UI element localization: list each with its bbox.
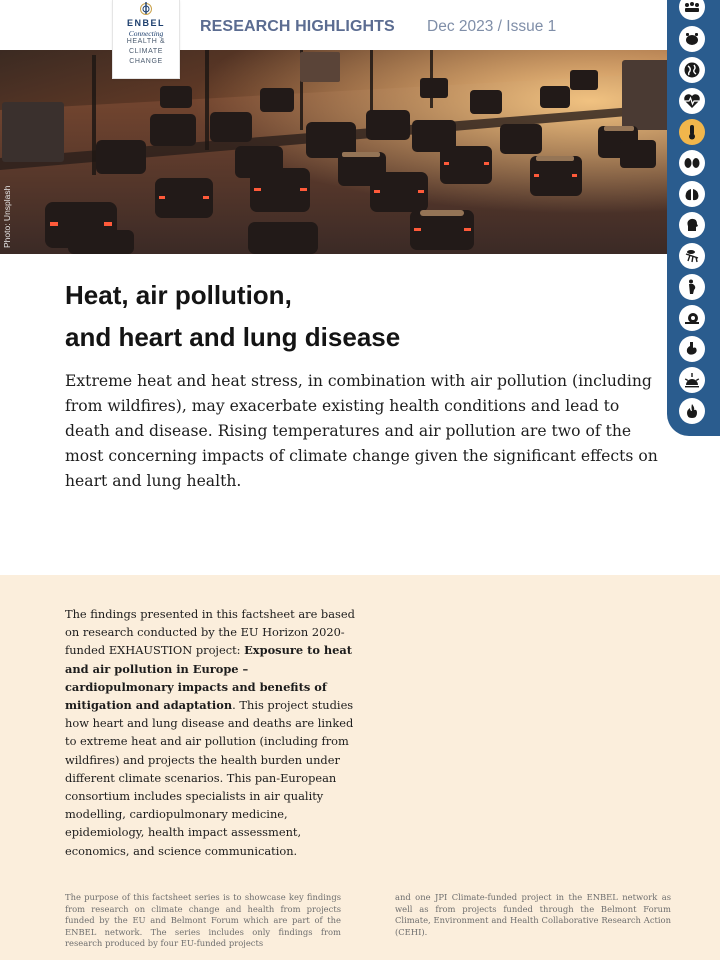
globe-icon[interactable] [679, 57, 705, 83]
lead-paragraph: Extreme heat and heat stress, in combination with air pollution (including from wildfires), may exacerbate existing health conditions and lead to death and disease. Rising temperatures and air pollution are two of the most concerning impacts of climate change given the significant effects on heart and lung health. [65, 372, 658, 490]
kidneys-icon[interactable] [679, 150, 705, 176]
pregnancy-icon[interactable] [679, 274, 705, 300]
topic-icon-sidebar [667, 0, 720, 436]
logo-mark-icon [137, 1, 155, 15]
mosquito-icon[interactable] [679, 243, 705, 269]
thermometer-icon[interactable] [679, 119, 705, 145]
logo-line-1: HEALTH & [126, 38, 166, 45]
issue-label: Dec 2023 / Issue 1 [427, 18, 557, 35]
photo-credit [2, 170, 14, 250]
hero-photo [0, 50, 720, 254]
enbel-logo[interactable] [112, 0, 180, 79]
crowd-icon[interactable] [679, 0, 705, 20]
findings-paragraph [65, 605, 357, 860]
page-title [65, 274, 400, 358]
section-title: RESEARCH HIGHLIGHTS [200, 18, 395, 35]
logo-line-2: CLIMATE [128, 48, 164, 55]
sun-icon[interactable] [679, 367, 705, 393]
lungs-icon[interactable] [679, 181, 705, 207]
photo-credit-text: Photo: Unsplash [2, 185, 12, 248]
findings-body: . This project studies how heart and lung disease and deaths are linked to extreme heat and air pollution (including from wildfires) and projects the health burden under different climate scenarios. This pan-European consortium includes specialists in air quality modelling, cardiopulmonary medicine, epidemiology, health impact assessment, economics, and science communication. [65, 698, 354, 858]
fire-icon[interactable] [679, 398, 705, 424]
page-title-line-1: Heat, air pollution, [65, 280, 292, 310]
cow-icon[interactable] [679, 26, 705, 52]
findings-intro: The findings presented in this factsheet are based on research conducted by the EU Horizon 2020-funded EXHAUSTION project: [65, 607, 355, 658]
logo-tagline: Connecting [128, 29, 164, 38]
page-title-line-2: and heart and lung disease [65, 322, 401, 352]
logo-name: ENBEL [126, 18, 165, 28]
heart-pulse-icon[interactable] [679, 88, 705, 114]
footer-note-right: and one JPI Climate-funded project in the ENBEL network as well as from projects funded through the Belmont Forum Climate, Environment and Health Collaborative Research Action (CEHI). [395, 892, 671, 937]
project-title: Exposure to heat and air pollution in Europe – cardiopulmonary impacts and benefits of mitigation and adaptation [65, 643, 353, 713]
mental-health-icon[interactable] [679, 212, 705, 238]
logo-line-3: CHANGE [129, 58, 163, 65]
snail-icon[interactable] [679, 305, 705, 331]
stomach-icon[interactable] [679, 336, 705, 362]
footer-note-left: The purpose of this factsheet series is to showcase key findings from research on climate change and health from projects funded by the EU and Belmont Forum which are part of the ENBEL network. The series includes only findings from research produced by four EU-funded projects [65, 892, 341, 949]
